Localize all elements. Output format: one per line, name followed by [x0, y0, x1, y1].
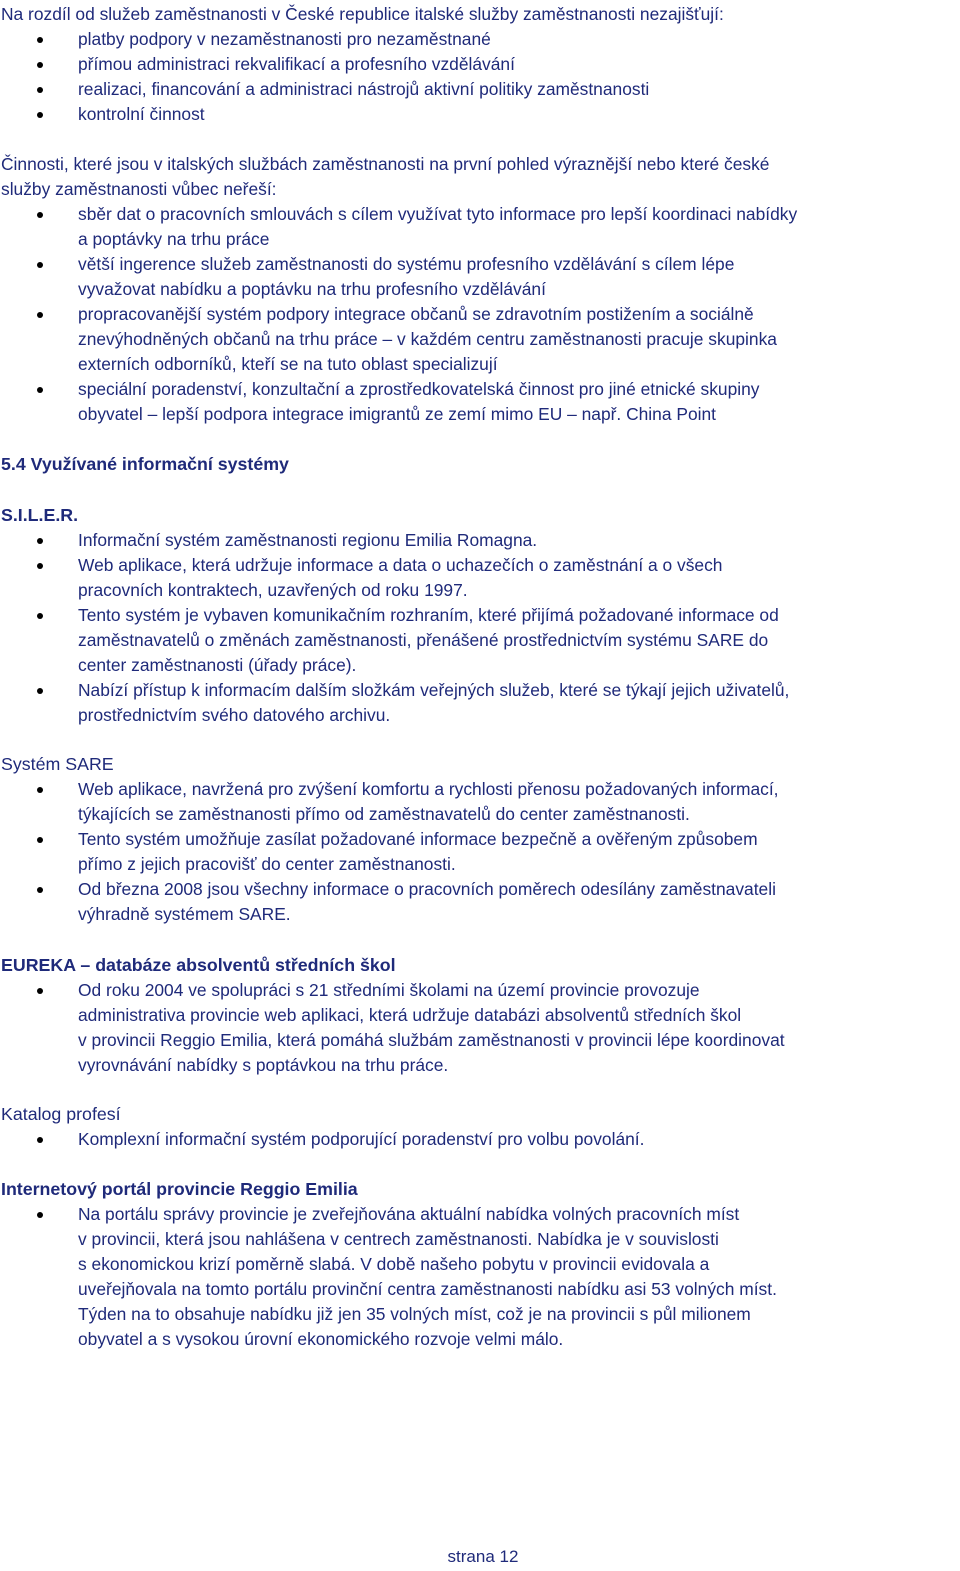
- list-item: platby podpory v nezaměstnanosti pro nezaměstnané: [0, 27, 960, 52]
- page-footer: [0, 1546, 960, 1568]
- list-item: Tento systém je vybaven komunikačním rozhraním, které přijímá požadované informace od zaměstnavatelů o změnách zaměstnanosti, přenášené prostřednictvím systému SARE do center zaměstnanosti (úřady práce).: [0, 603, 960, 678]
- bullet-icon: [37, 787, 43, 793]
- activities-intro: Činnosti, které jsou v italských službách zaměstnanosti na první pohled výraznější nebo které české služby zaměstnanosti vůbec neřeší:: [1, 154, 770, 199]
- page-number: strana 12: [447, 1547, 519, 1566]
- eureka-block: [0, 953, 960, 1078]
- bullet-icon: [37, 312, 43, 318]
- bullet-icon: [37, 988, 43, 994]
- list-item: speciální poradenství, konzultační a zprostředkovatelská činnost pro jiné etnické skupiny obyvatel – lepší podpora integrace imigrantů ze zemí mimo EU – např. China Point: [0, 377, 960, 427]
- sare-block: [0, 752, 960, 927]
- bullet-icon: [37, 887, 43, 893]
- list-item: Web aplikace, která udržuje informace a data o uchazečích o zaměstnání a o všech pracovních kontraktech, uzavřených od roku 1997.: [0, 553, 960, 603]
- bullet-icon: [37, 1137, 43, 1143]
- list-item: Od března 2008 jsou všechny informace o pracovních poměrech odesílány zaměstnavateli výhradně systémem SARE.: [0, 877, 960, 927]
- bullet-icon: [37, 538, 43, 544]
- list-item: Na portálu správy provincie je zveřejňována aktuální nabídka volných pracovních míst v provincii, která jsou nahlášena v centrech zaměstnanosti. Nabídka je v souvislosti s ekonomickou krizí poměrně slabá. V době našeho pobytu v provincii evidovala a uveřejňovala na tomto portálu provinční centra zaměstnanosti nabídku asi 53 volných míst. Týden na to obsahuje nabídku již jen 35 volných míst, což je na provincii s půl milionem obyvatel a s vysokou úrovní ekonomického rozvoje velmi málo.: [0, 1202, 960, 1352]
- list-item: Nabízí přístup k informacím dalším složkám veřejných služeb, které se týkají jejich uživatelů, prostřednictvím svého datového archivu.: [0, 678, 960, 728]
- bullet-icon: [37, 1212, 43, 1218]
- katalog-list: [0, 1127, 960, 1152]
- list-item: větší ingerence služeb zaměstnanosti do systému profesního vzdělávání s cílem lépe vyvažovat nabídku a poptávku na trhu profesního vzdělávání: [0, 252, 960, 302]
- section-heading-block: [0, 452, 960, 477]
- katalog-title: Katalog profesí: [1, 1104, 121, 1124]
- activities-list: [0, 202, 960, 427]
- list-item: Web aplikace, navržená pro zvýšení komfortu a rychlosti přenosu požadovaných informací, týkajících se zaměstnanosti přímo od zaměstnavatelů do center zaměstnanosti.: [0, 777, 960, 827]
- siler-title: S.I.L.E.R.: [1, 505, 79, 525]
- intro-list: [0, 27, 960, 127]
- list-item: Informační systém zaměstnanosti regionu Emilia Romagna.: [0, 528, 960, 553]
- portal-list: [0, 1202, 960, 1352]
- intro-block: [0, 2, 960, 127]
- bullet-icon: [37, 613, 43, 619]
- section-title: 5.4 Využívané informační systémy: [1, 454, 289, 474]
- siler-list: [0, 528, 960, 728]
- list-item: Tento systém umožňuje zasílat požadované informace bezpečně a ověřeným způsobem přímo z jejich pracovišť do center zaměstnanosti.: [0, 827, 960, 877]
- list-item: sběr dat o pracovních smlouvách s cílem využívat tyto informace pro lepší koordinaci nabídky a poptávky na trhu práce: [0, 202, 960, 252]
- bullet-icon: [37, 262, 43, 268]
- portal-title: Internetový portál provincie Reggio Emilia: [1, 1179, 358, 1199]
- bullet-icon: [37, 112, 43, 118]
- intro-text: Na rozdíl od služeb zaměstnanosti v České republice italské služby zaměstnanosti nezajišťují:: [1, 4, 724, 24]
- list-item: Komplexní informační systém podporující poradenství pro volbu povolání.: [0, 1127, 960, 1152]
- bullet-icon: [37, 563, 43, 569]
- sare-list: [0, 777, 960, 927]
- activities-block: [0, 152, 960, 427]
- bullet-icon: [37, 387, 43, 393]
- list-item: realizaci, financování a administraci nástrojů aktivní politiky zaměstnanosti: [0, 77, 960, 102]
- eureka-list: [0, 978, 960, 1078]
- list-item: propracovanější systém podpory integrace občanů se zdravotním postižením a sociálně znevýhodněných občanů na trhu práce – v každém centru zaměstnanosti pracuje skupinka externích odborníků, kteří se na tuto oblast specializují: [0, 302, 960, 377]
- bullet-icon: [37, 87, 43, 93]
- bullet-icon: [37, 688, 43, 694]
- bullet-icon: [37, 212, 43, 218]
- list-item: přímou administraci rekvalifikací a profesního vzdělávání: [0, 52, 960, 77]
- sare-title: Systém SARE: [1, 754, 114, 774]
- portal-block: [0, 1177, 960, 1352]
- bullet-icon: [37, 837, 43, 843]
- eureka-title: EUREKA – databáze absolventů středních škol: [1, 955, 396, 975]
- bullet-icon: [37, 37, 43, 43]
- list-item: kontrolní činnost: [0, 102, 960, 127]
- list-item: Od roku 2004 ve spolupráci s 21 středními školami na území provincie provozuje administrativa provincie web aplikaci, která udržuje databázi absolventů středních škol v provincii Reggio Emilia, která pomáhá službám zaměstnanosti v provincii lépe koordinovat vyrovnávání nabídky s poptávkou na trhu práce.: [0, 978, 960, 1078]
- bullet-icon: [37, 62, 43, 68]
- siler-block: [0, 503, 960, 728]
- katalog-block: [0, 1102, 960, 1152]
